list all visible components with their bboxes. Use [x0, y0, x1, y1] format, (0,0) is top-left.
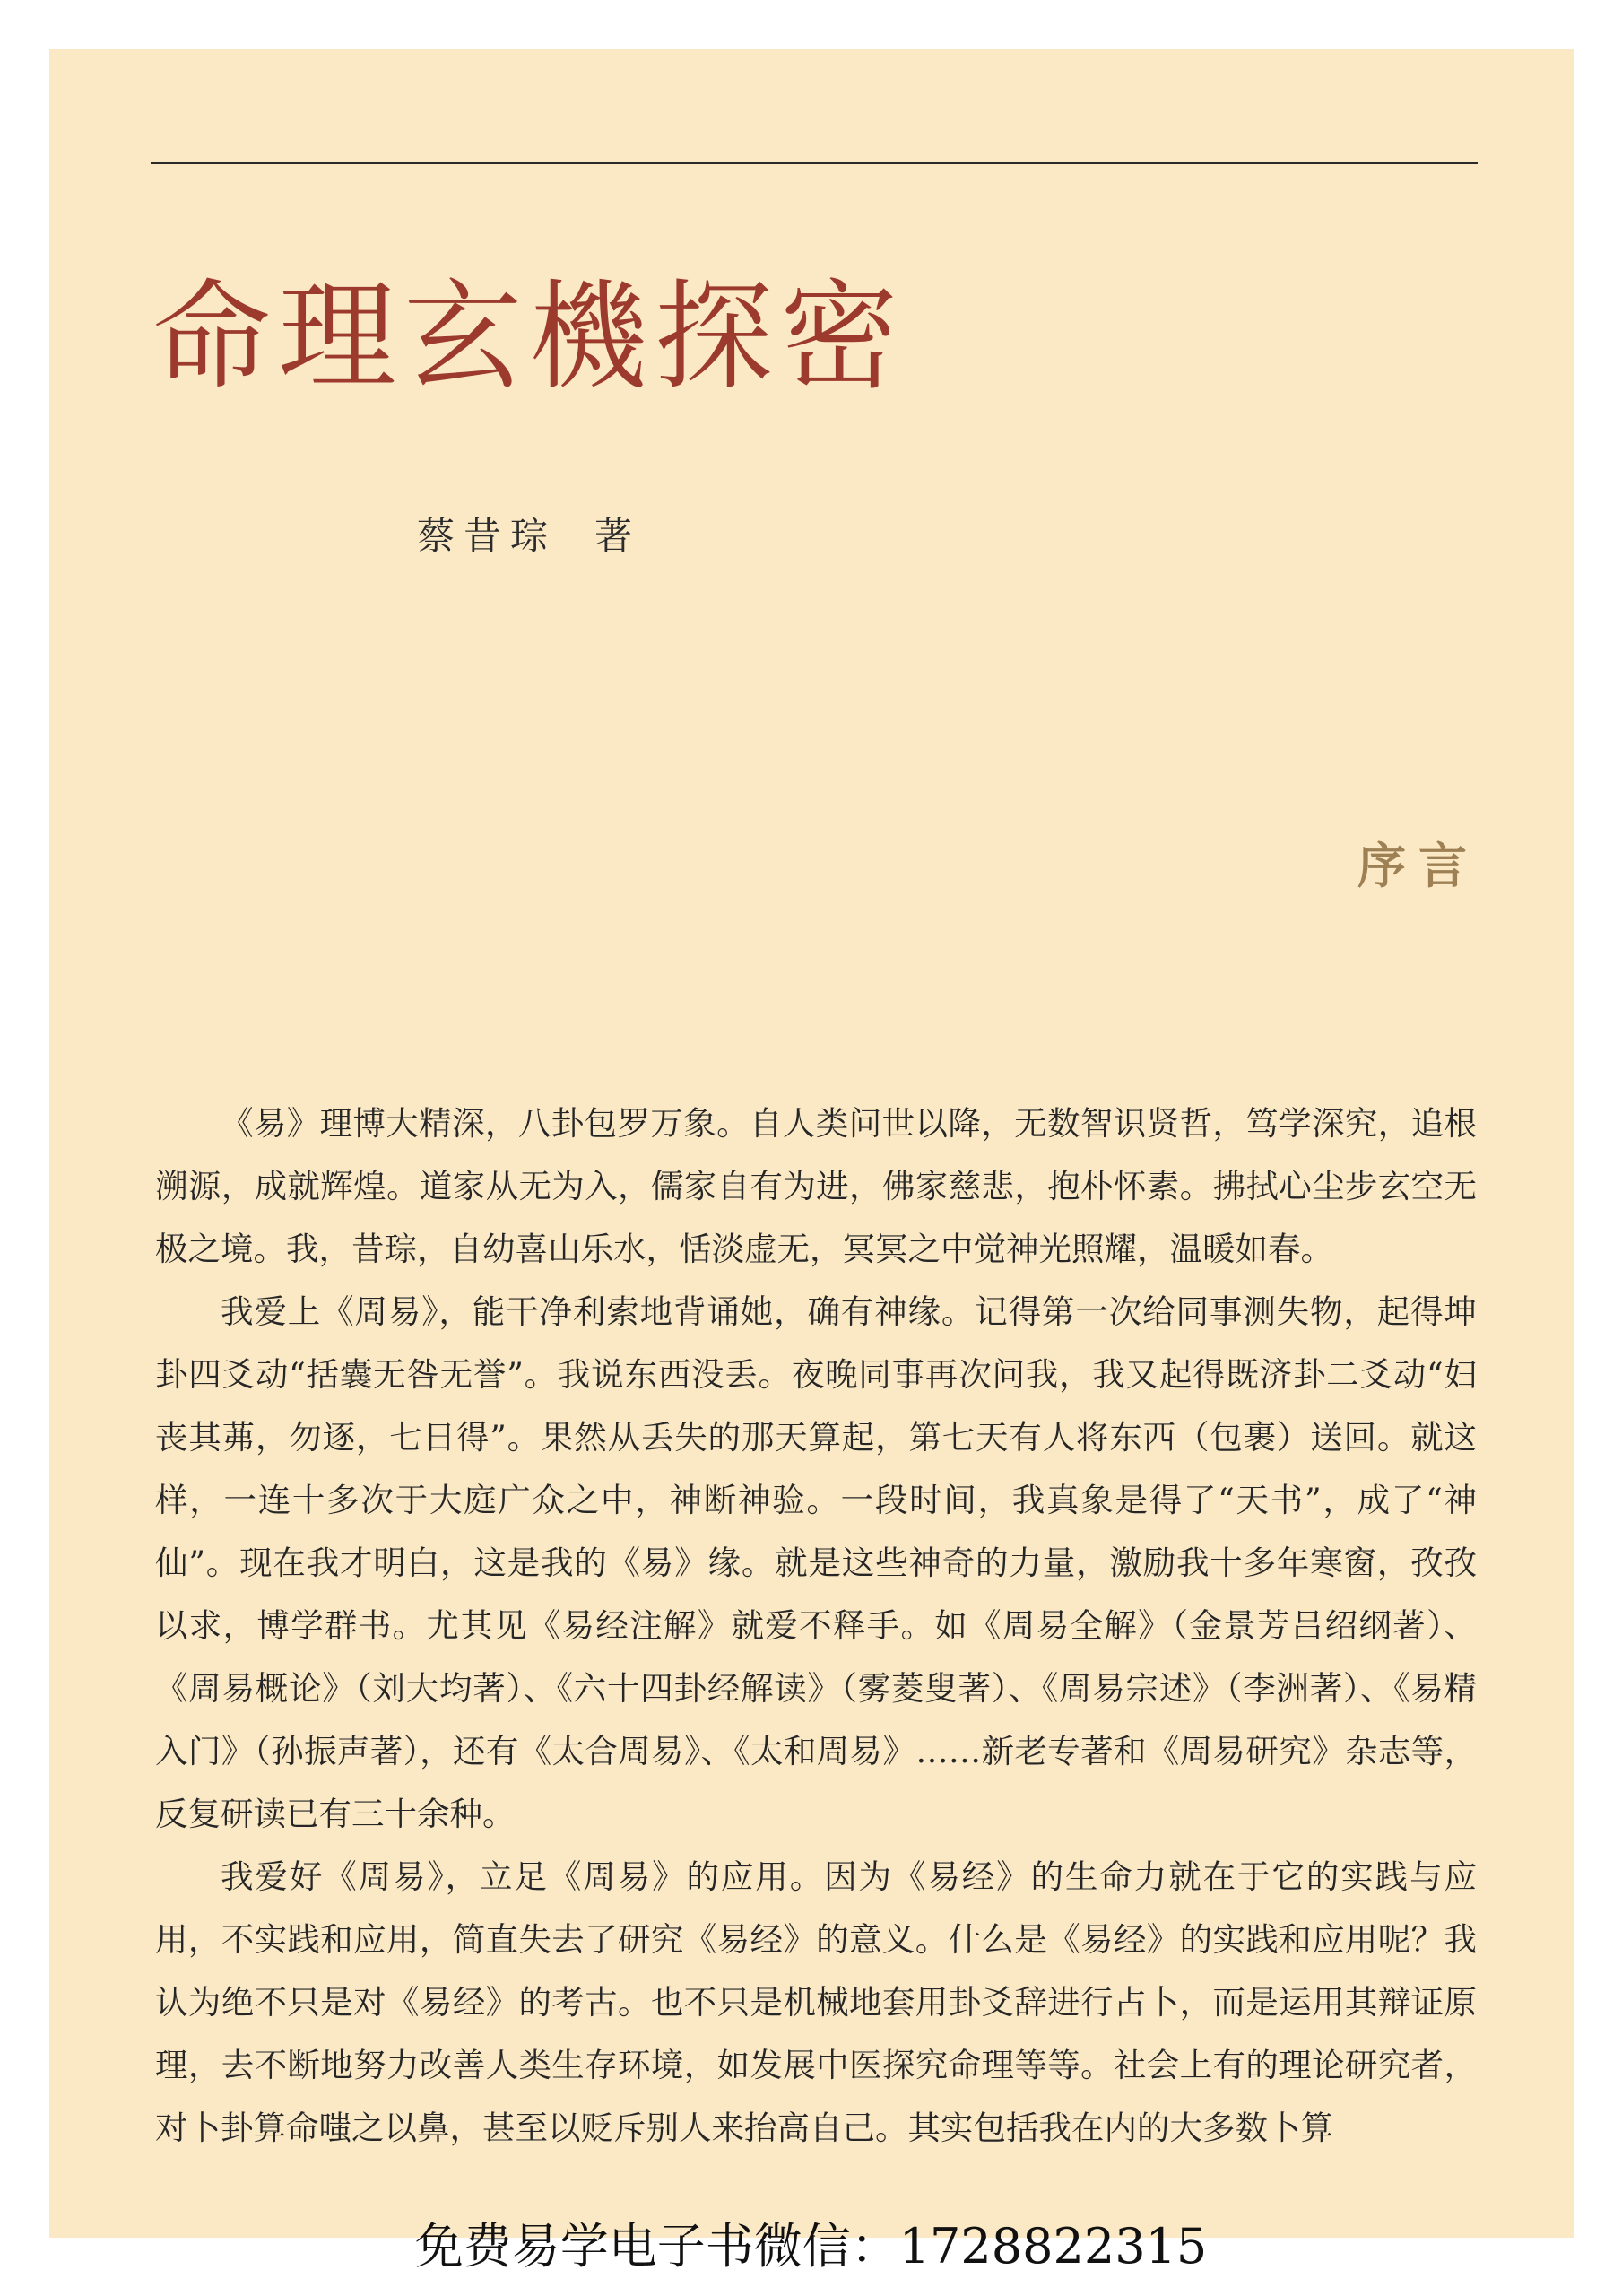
book-title: 命理玄機探密 [152, 268, 906, 406]
header-rule [151, 162, 1478, 164]
preface-body [155, 1092, 1477, 2160]
author-name: 蔡昔琮 [417, 514, 558, 558]
section-title: 序言 [1357, 837, 1479, 894]
footer-watermark-text: 免费易学电子书微信：1728822315 [414, 2218, 1208, 2274]
paragraph: 我爱好《周易》，立足《周易》的应用。因为《易经》的生命力就在于它的实践与应用，不实践和应用，简直失去了研究《易经》的意义。什么是《易经》的实践和应用呢？我认为绝不只是对《易经》的考古。也不只是机械地套用卦爻辞进行占卜，而是运用其辩证原理，去不断地努力改善人类生存环境，如发展中医探究命理等等。社会上有的理论研究者，对卜卦算命嗤之以鼻，甚至以贬斥别人来抬高自己。其实包括我在内的大多数卜算 [155, 1857, 1477, 2147]
author-role: 著 [594, 514, 642, 558]
author-line [417, 507, 641, 561]
paragraph: 《易》理博大精深，八卦包罗万象。自人类问世以降，无数智识贤哲，笃学深究，追根溯源，成就辉煌。道家从无为入，儒家自有为进，佛家慈悲，抱朴怀素。拂拭心尘步玄空无极之境。我，昔琮，自幼喜山乐水，恬淡虚无，冥冥之中觉神光照耀，温暖如春。 [155, 1104, 1477, 1268]
book-page [49, 49, 1574, 2238]
paragraph: 我爱上《周易》，能干净利索地背诵她，确有神缘。记得第一次给同事测失物，起得坤卦四爻动“括囊无咎无誉”。我说东西没丢。夜晚同事再次问我，我又起得既济卦二爻动“妇丧其茀，勿逐，七日得”。果然从丢失的那天算起，第七天有人将东西（包裹）送回。就这样，一连十多次于大庭广众之中，神断神验。一段时间，我真象是得了“天书”，成了“神仙”。现在我才明白，这是我的《易》缘。就是这些神奇的力量，激励我十多年寒窗，孜孜以求，博学群书。尤其见《易经注解》就爱不释手。如《周易全解》（金景芳吕绍纲著）、《周易概论》（刘大均著）、《六十四卦经解读》（雾菱叟著）、《周易宗述》（李洲著）、《易精入门》（孙振声著），还有《太合周易》、《太和周易》……新老专著和《周易研究》杂志等，反复研读已有三十余种。 [155, 1292, 1477, 1833]
